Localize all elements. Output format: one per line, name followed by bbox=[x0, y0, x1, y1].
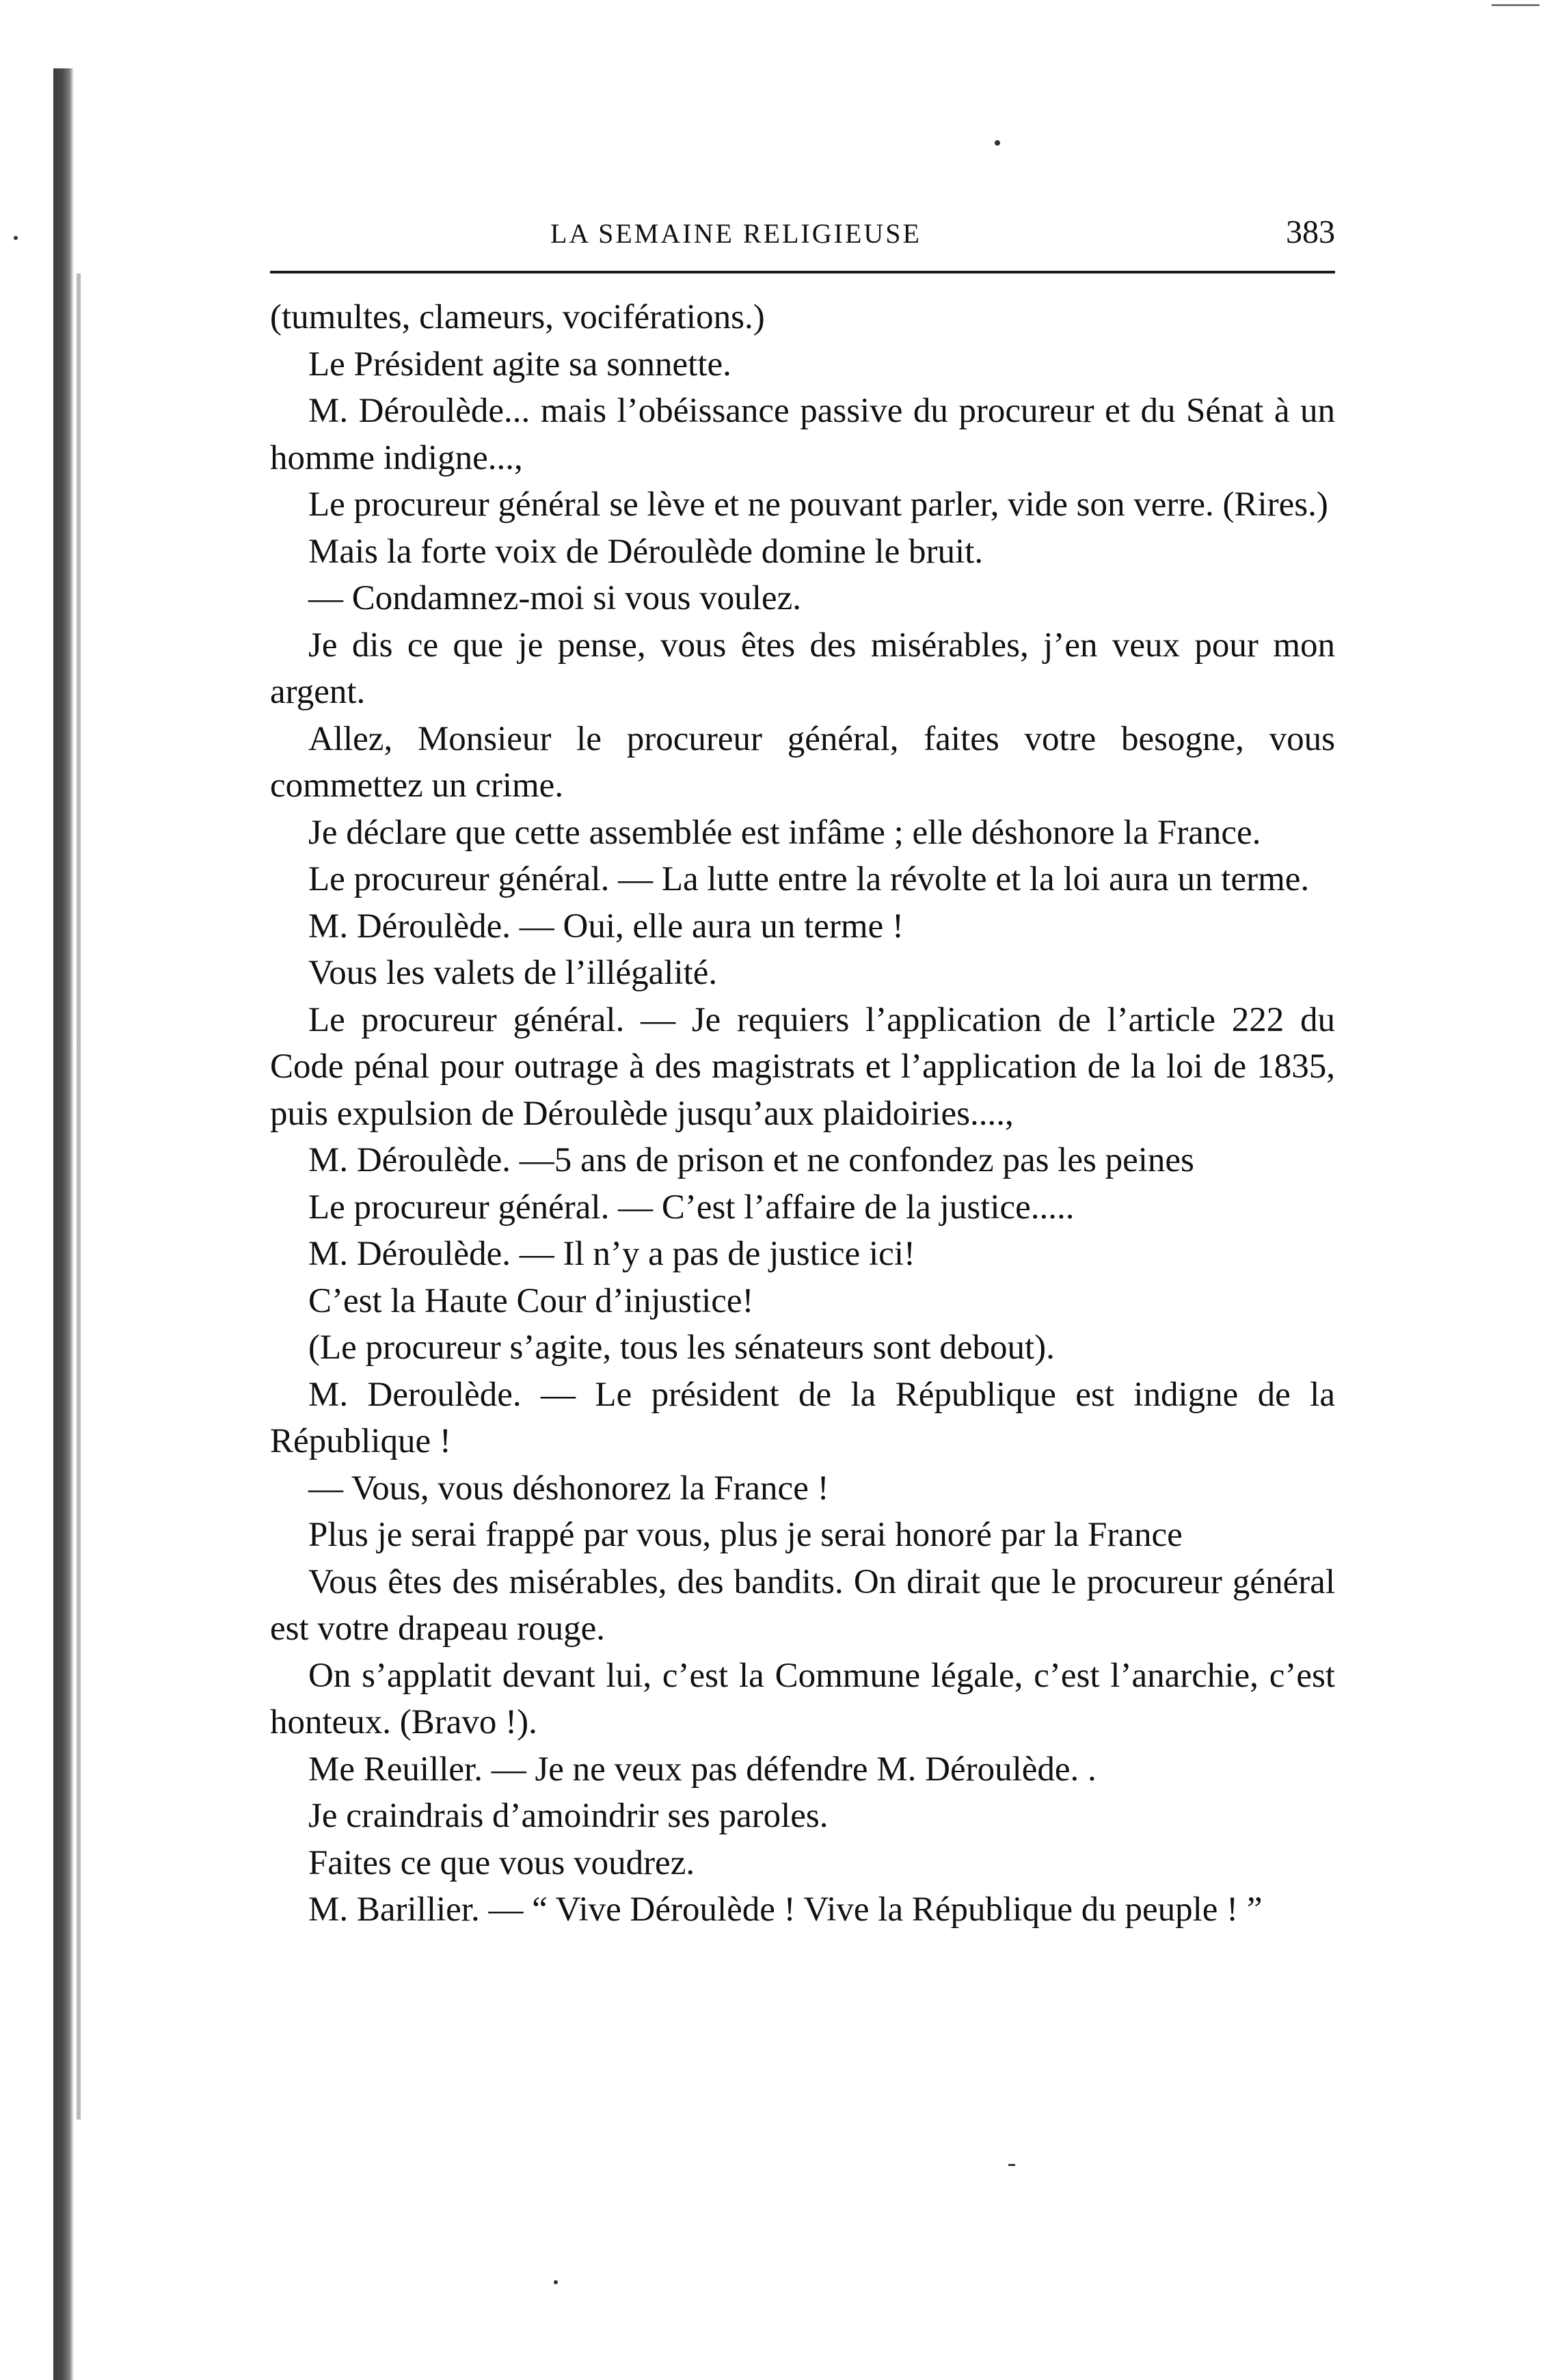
paragraph: M. Barillier. — “ Vive Déroulède ! Vive la République du peuple ! ” bbox=[308, 1890, 1263, 1929]
paragraph: Le Président agite sa sonnette. bbox=[308, 345, 731, 384]
page-binding-shadow bbox=[77, 273, 81, 2120]
paragraph: Je déclare que cette assemblée est infâme ; elle déshonore la France. bbox=[308, 813, 1261, 852]
paragraph: (Le procureur s’agite, tous les sénateurs sont debout). bbox=[308, 1328, 1055, 1367]
paragraph: Me Reuiller. — Je ne veux pas défendre M. Déroulède. . bbox=[308, 1750, 1097, 1789]
paragraph: (tumultes, clameurs, vociférations.) bbox=[270, 298, 765, 336]
paragraph: On s’applatit devant lui, c’est la Commune légale, c’est l’anarchie, c’est honteux. (Bravo !). bbox=[270, 1656, 1335, 1741]
paragraph: Le procureur général. — La lutte entre la révolte et la loi aura un terme. bbox=[308, 860, 1310, 898]
scan-speck bbox=[995, 140, 1000, 146]
scan-speck bbox=[14, 236, 18, 240]
running-title: LA SEMAINE RELIGIEUSE bbox=[550, 218, 922, 249]
page-binding-edge bbox=[53, 68, 74, 2380]
paragraph: M. Déroulède. — Il n’y a pas de justice ici! bbox=[308, 1235, 915, 1273]
paragraph: Je dis ce que je pense, vous êtes des misérables, j’en veux pour mon argent. bbox=[270, 626, 1335, 711]
paragraph: M. Déroulède. — Oui, elle aura un terme ! bbox=[308, 907, 904, 946]
paragraph: Le procureur général se lève et ne pouvant parler, vide son verre. (Rires.) bbox=[308, 485, 1328, 524]
paragraph: Mais la forte voix de Déroulède domine le bruit. bbox=[308, 532, 984, 571]
paragraph: — Condamnez-moi si vous voulez. bbox=[308, 579, 801, 617]
header-rule bbox=[270, 271, 1335, 273]
paragraph: Allez, Monsieur le procureur général, faites votre besogne, vous commettez un crime. bbox=[270, 719, 1335, 805]
page-number: 383 bbox=[1286, 214, 1335, 250]
paragraph: Vous les valets de l’illégalité. bbox=[308, 954, 718, 992]
paragraph: Faites ce que vous voudrez. bbox=[308, 1843, 695, 1882]
paragraph: Le procureur général. — C’est l’affaire de la justice..... bbox=[308, 1188, 1075, 1227]
scan-corner-mark bbox=[1492, 4, 1539, 6]
page-body bbox=[270, 294, 1335, 1934]
scan-speck bbox=[1008, 2164, 1015, 2166]
paragraph: Plus je serai frappé par vous, plus je serai honoré par la France bbox=[308, 1516, 1183, 1554]
paragraph: M. Deroulède. — Le président de la République est indigne de la République ! bbox=[270, 1375, 1335, 1460]
paragraph: C’est la Haute Cour d’injustice! bbox=[308, 1281, 754, 1320]
page-header bbox=[270, 214, 1335, 258]
paragraph: Je craindrais d’amoindrir ses paroles. bbox=[308, 1797, 829, 1835]
paragraph: Le procureur général. — Je requiers l’application de l’article 222 du Code pénal pour outrage à des magistrats et l’application de la loi de 1835, puis expulsion de Déroulède jusqu’aux plaidoiries...., bbox=[270, 1000, 1335, 1133]
paragraph: M. Déroulède... mais l’obéissance passive du procureur et du Sénat à un homme indigne..., bbox=[270, 392, 1335, 477]
paragraph: Vous êtes des misérables, des bandits. On dirait que le procureur général est votre drapeau rouge. bbox=[270, 1562, 1335, 1648]
paragraph: — Vous, vous déshonorez la France ! bbox=[308, 1469, 829, 1508]
paragraph: M. Déroulède. —5 ans de prison et ne confondez pas les peines bbox=[308, 1141, 1194, 1179]
scan-speck bbox=[554, 2280, 558, 2284]
